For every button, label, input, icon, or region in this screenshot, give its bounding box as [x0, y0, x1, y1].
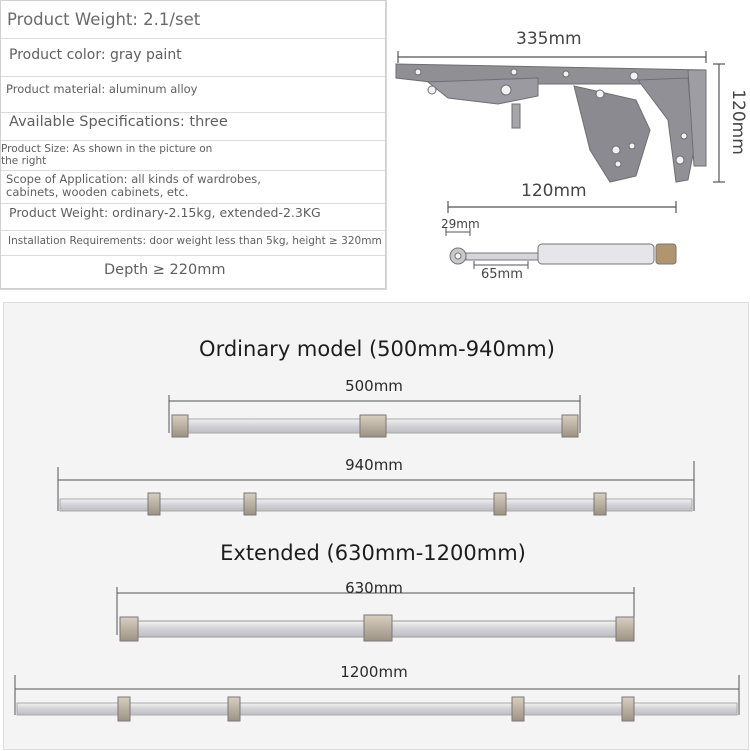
spec-row-installation: Installation Requirements: door weight less than 5kg, height ≥ 320mm: [0, 230, 386, 255]
height-dimension-line: [713, 64, 725, 182]
spec-table: [0, 0, 387, 290]
spec-row-color: Product color: gray paint: [0, 38, 386, 76]
bracket-depth-label: 120mm: [521, 181, 587, 201]
extended-long-label: 1200mm: [340, 663, 408, 681]
spec-row-weight-models: Product Weight: ordinary-2.15kg, extended-2.3KG: [0, 203, 386, 230]
depth-dimension-line: [448, 201, 676, 213]
rod-end-cap: [562, 415, 578, 437]
rod-center-clip: [364, 615, 392, 641]
bracket-arm: [396, 64, 706, 182]
gas-strut: [450, 244, 676, 264]
ordinary-long-label: 940mm: [345, 456, 403, 474]
rod-clip: [228, 697, 240, 721]
rod-clip: [594, 493, 606, 515]
ordinary-short-label: 500mm: [345, 377, 403, 395]
spec-row-specifications: Available Specifications: three: [0, 112, 386, 140]
rod-clip: [118, 697, 130, 721]
rod-drawings: [4, 303, 750, 751]
strut-length-label: 65mm: [481, 267, 523, 282]
strut-end-label: 29mm: [441, 217, 480, 231]
rod-clip: [512, 697, 524, 721]
bracket-height-label: 120mm: [727, 89, 748, 155]
spec-row-depth: Depth ≥ 220mm: [0, 255, 386, 289]
spec-row-material: Product material: aluminum alloy: [0, 76, 386, 112]
rod-clip: [148, 493, 160, 515]
width-dimension-line: [398, 51, 706, 63]
spec-row-weight: Product Weight: 2.1/set: [7, 10, 201, 29]
rod-end-cap: [616, 617, 634, 641]
rod-end-cap: [120, 617, 138, 641]
spec-row-application: Scope of Application: all kinds of wardrobes, cabinets, wooden cabinets, etc.: [0, 170, 386, 203]
rod-panel: [3, 302, 749, 750]
bracket-width-label: 335mm: [516, 29, 582, 49]
bracket-diagram: [388, 0, 750, 290]
rod-clip: [622, 697, 634, 721]
ordinary-model-title: Ordinary model (500mm-940mm): [199, 337, 555, 361]
extended-short-label: 630mm: [345, 579, 403, 597]
rod-center-clip: [360, 415, 386, 437]
spec-row-size: Product Size: As shown in the picture on the right: [0, 140, 386, 170]
rod-clip: [244, 493, 256, 515]
extended-model-title: Extended (630mm-1200mm): [220, 541, 526, 565]
rod-end-cap: [172, 415, 188, 437]
rod-clip: [494, 493, 506, 515]
